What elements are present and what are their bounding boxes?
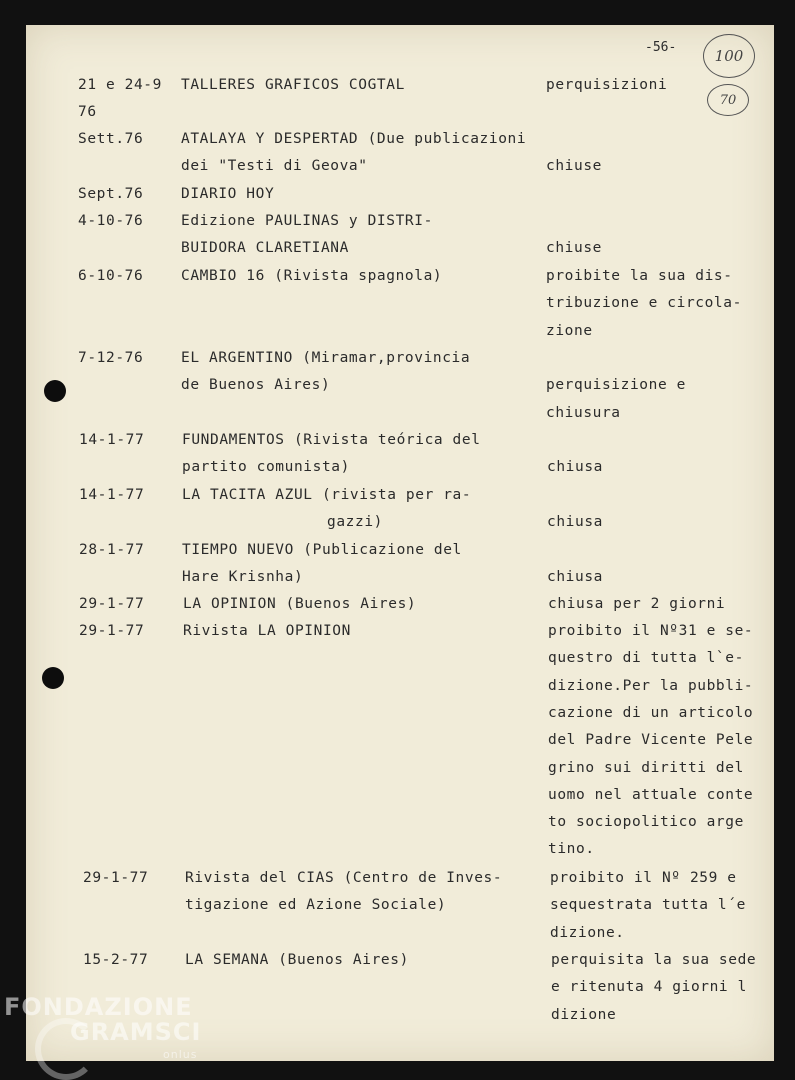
entry-action: perquisizioni bbox=[546, 77, 668, 93]
entry-date: 7-12-76 bbox=[78, 350, 144, 366]
entry-publication: LA TACITA AZUL (rivista per ra- bbox=[182, 487, 472, 503]
entry-action: dizione. bbox=[550, 924, 625, 941]
entry-publication: DIARIO HOY bbox=[181, 186, 275, 202]
watermark-logo-icon bbox=[35, 1018, 97, 1080]
entry-date: 29-1-77 bbox=[83, 870, 149, 886]
entry-action: e ritenuta 4 giorni l bbox=[551, 979, 747, 996]
watermark-fondazione: FONDAZIONE bbox=[4, 993, 193, 1021]
entry-publication: LA OPINION (Buenos Aires) bbox=[183, 596, 417, 612]
entry-date: 29-1-77 bbox=[79, 596, 145, 612]
watermark-gramsci: GRAMSCI bbox=[70, 1018, 202, 1046]
entry-date: 14-1-77 bbox=[79, 432, 145, 448]
entry-publication: Rivista del CIAS (Centro de Inves- bbox=[185, 870, 503, 886]
entry-publication: de Buenos Aires) bbox=[181, 377, 331, 394]
entry-action: proibito il Nº31 e se- bbox=[548, 623, 754, 639]
entry-action: tribuzione e circola- bbox=[546, 295, 742, 312]
entry-publication: ATALAYA Y DESPERTAD (Due publicazioni bbox=[181, 131, 527, 147]
entry-action: dizione.Per la pubbli- bbox=[548, 677, 754, 694]
entry-action: perquisita la sua sede bbox=[551, 952, 757, 968]
entry-action: questro di tutta l`e- bbox=[548, 650, 744, 667]
entry-action: chiuse bbox=[546, 158, 602, 175]
entry-action: del Padre Vicente Pele bbox=[548, 732, 754, 749]
entry-date: 28-1-77 bbox=[79, 542, 145, 558]
entry-action: grino sui diritti del bbox=[548, 759, 744, 776]
entry-date-continued: 76 bbox=[78, 104, 97, 120]
entry-publication: Hare Krisnha) bbox=[182, 569, 304, 586]
entry-action: uomo nel attuale conte bbox=[548, 786, 754, 803]
entry-publication: partito comunista) bbox=[182, 459, 350, 476]
entry-action: proibito il Nº 259 e bbox=[550, 870, 737, 886]
stamp-number-secondary: 70 bbox=[719, 92, 737, 108]
entry-publication: EL ARGENTINO (Miramar,provincia bbox=[181, 350, 471, 366]
entry-publication: TALLERES GRAFICOS COGTAL bbox=[181, 77, 405, 93]
entry-action: cazione di un articolo bbox=[548, 704, 754, 721]
entry-action: perquisizione e bbox=[546, 377, 686, 394]
punch-hole-bottom bbox=[42, 667, 64, 689]
page-number: -56- bbox=[645, 40, 677, 55]
entry-action: chiusa per 2 giorni bbox=[548, 596, 726, 612]
entry-publication: FUNDAMENTOS (Rivista teórica del bbox=[182, 432, 481, 448]
entry-publication: CAMBIO 16 (Rivista spagnola) bbox=[181, 268, 443, 284]
entry-publication: TIEMPO NUEVO (Publicazione del bbox=[182, 542, 462, 558]
entry-action: chiusura bbox=[546, 404, 621, 421]
stamp-number: 100 bbox=[714, 47, 744, 65]
page-stamp-secondary bbox=[707, 84, 749, 116]
entry-date: 29-1-77 bbox=[79, 623, 145, 639]
entry-date: 14-1-77 bbox=[79, 487, 145, 503]
entry-date: Sett.76 bbox=[78, 131, 144, 147]
entry-action: chiusa bbox=[547, 459, 603, 476]
entry-action: chiuse bbox=[546, 240, 602, 257]
entry-publication: gazzi) bbox=[327, 514, 383, 531]
entry-publication: Edizione PAULINAS y DISTRI- bbox=[181, 213, 433, 229]
entry-action: dizione bbox=[551, 1006, 617, 1023]
entry-publication: LA SEMANA (Buenos Aires) bbox=[185, 952, 409, 968]
entry-action: to sociopolitico arge bbox=[548, 814, 744, 831]
entry-action: chiusa bbox=[547, 514, 603, 531]
entry-action: zione bbox=[546, 322, 593, 339]
entry-publication: Rivista LA OPINION bbox=[183, 623, 351, 639]
entry-date: 15-2-77 bbox=[83, 952, 149, 968]
entry-date: 6-10-76 bbox=[78, 268, 144, 284]
entry-publication: dei "Testi di Geova" bbox=[181, 158, 368, 175]
entry-date: Sept.76 bbox=[78, 186, 144, 202]
entry-action: tino. bbox=[548, 841, 595, 858]
entry-publication: BUIDORA CLARETIANA bbox=[181, 240, 349, 257]
entry-action: sequestrata tutta l´e bbox=[550, 897, 746, 914]
punch-hole-top bbox=[44, 380, 66, 402]
entry-publication: tigazione ed Azione Sociale) bbox=[185, 897, 447, 914]
entry-action: chiusa bbox=[547, 569, 603, 586]
entry-date: 4-10-76 bbox=[78, 213, 144, 229]
entry-action: proibite la sua dis- bbox=[546, 268, 733, 284]
page-stamp bbox=[703, 34, 755, 78]
entry-date: 21 e 24-9 bbox=[78, 77, 162, 93]
watermark-onlus: onlus bbox=[163, 1048, 198, 1061]
